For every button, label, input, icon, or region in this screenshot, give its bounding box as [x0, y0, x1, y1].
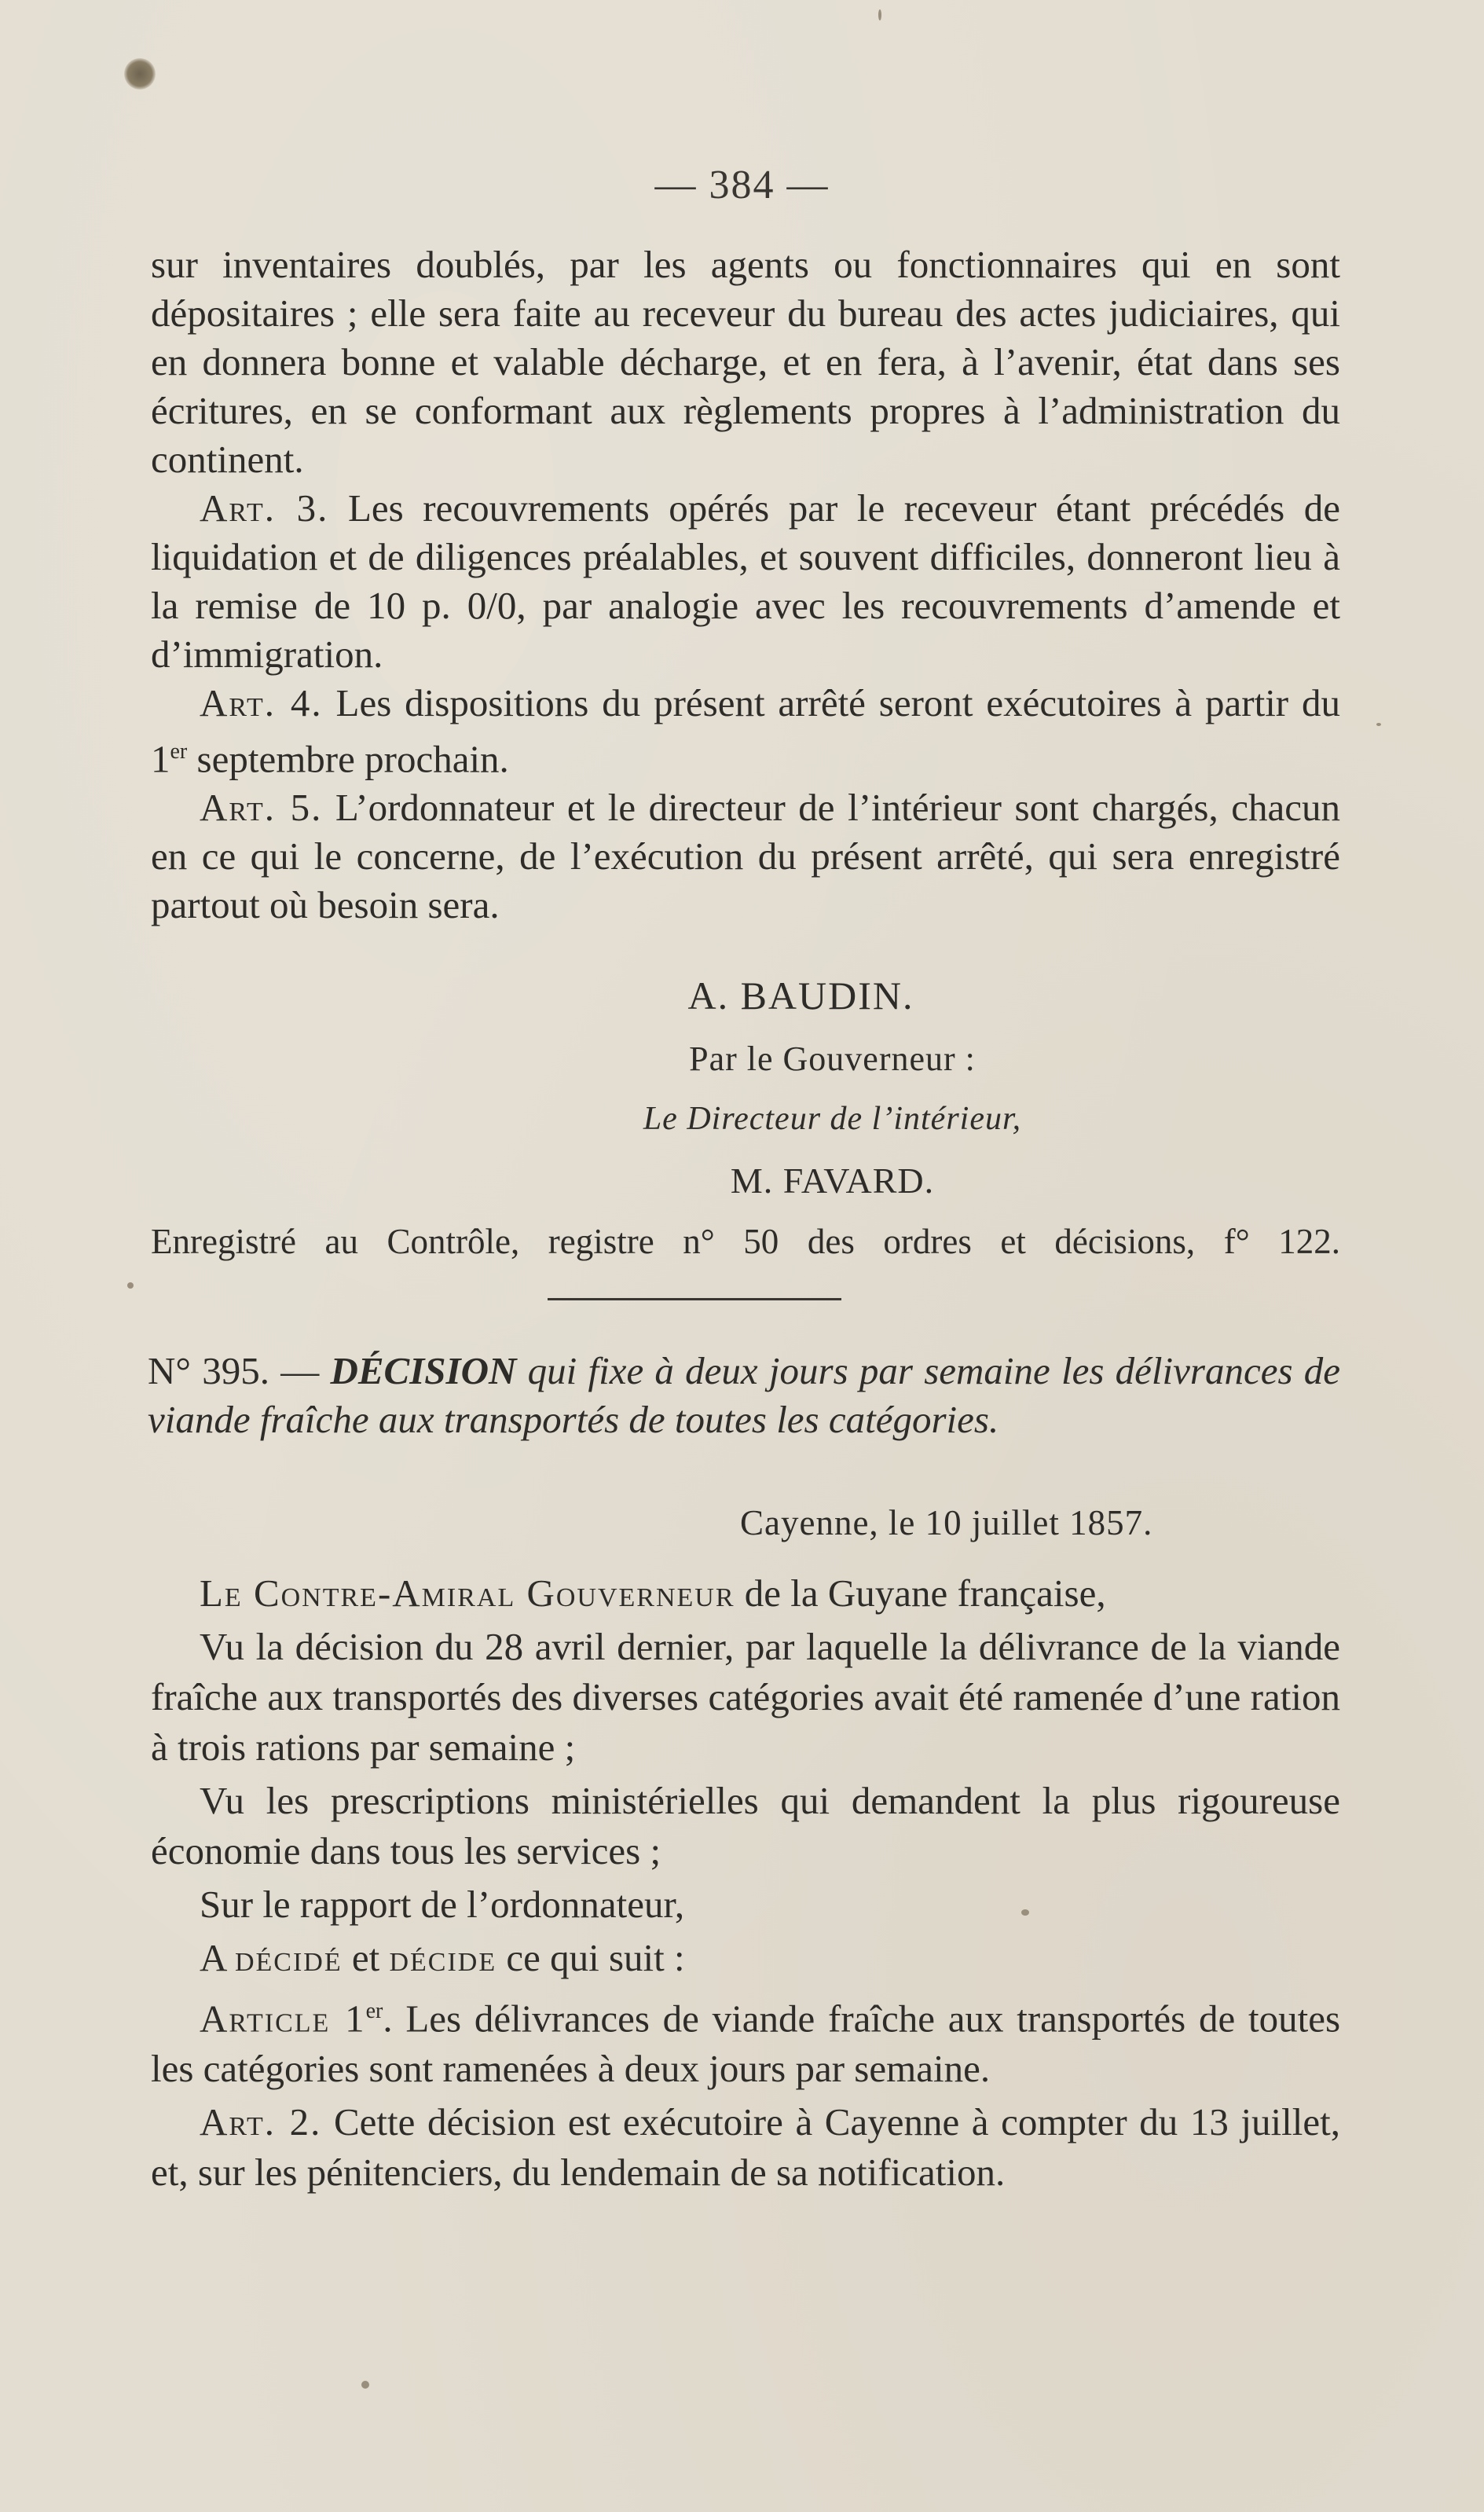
decides-smallcaps: décide — [389, 1936, 497, 1979]
signatory-title: Le Directeur de l’intérieur, — [643, 1101, 1022, 1137]
decision-body — [151, 1568, 1340, 2201]
superscript: er — [170, 739, 188, 764]
paper-speck — [1376, 723, 1381, 726]
section-divider — [548, 1298, 841, 1300]
article-text: Les dispositions du présent arrêté seront exécutoires à partir du 1 — [151, 681, 1340, 781]
superscript: er — [365, 1999, 383, 2023]
article-label: Art. 5. — [200, 786, 323, 830]
decision-heading — [148, 1347, 1340, 1444]
decision-subject: qui fixe à deux jours par semaine les délivrances de viande fraîche aux transportés de toutes les catégories. — [148, 1349, 1341, 1441]
decides-text: ce qui suit : — [496, 1936, 685, 1979]
signatory-name: A. BAUDIN. — [687, 974, 914, 1018]
decision-article-1 — [151, 1986, 1340, 2094]
article-text: . Les délivrances de viande fraîche aux transportés de toutes les catégories sont ramenées à deux jours par semaine. — [151, 1997, 1341, 2091]
article-label: Art. 3. — [200, 486, 329, 530]
article-label: Art. 4. — [200, 681, 323, 724]
decision-title: DÉCISION — [330, 1349, 517, 1392]
decision-article-2 — [151, 2097, 1340, 2198]
arrete-continuation — [151, 240, 1340, 930]
page-number: — 384 — — [654, 163, 830, 207]
paragraph-continuation: sur inventaires doublés, par les agents ou fonctionnaires qui en sont dépositaires ; elle sera faite au receveur du bureau des actes judiciaires, qui en donnera bonne et valable décharge, et en fera, à l’avenir, état dans ses écritures, en se conformant aux règlements propres à l’administration du continent. — [151, 243, 1340, 481]
decides-text: A — [200, 1936, 235, 1979]
article-3 — [151, 484, 1340, 679]
article-label: Article 1 — [200, 1997, 366, 2041]
ink-stain — [124, 58, 156, 90]
paper-speck — [878, 9, 881, 20]
article-5 — [151, 783, 1340, 930]
considerant-1: Vu la décision du 28 avril dernier, par laquelle la délivrance de la viande fraîche aux transportés des diverses catégories avait été ramenée d’une ration à trois rations par semaine ; — [151, 1625, 1340, 1769]
paper-speck — [361, 2381, 369, 2389]
considerant-2: Vu les prescriptions ministérielles qui demandent la plus rigoureuse économie dans tous les services ; — [151, 1779, 1340, 1872]
report-line: Sur le rapport de l’ordonnateur, — [200, 1883, 685, 1926]
decides-text: et — [342, 1936, 390, 1979]
decides-smallcaps: décidé — [234, 1936, 343, 1979]
signature-by-line: Par le Gouverneur : — [689, 1040, 976, 1078]
decision-number: N° 395. — — [148, 1349, 331, 1392]
decides-line — [151, 1933, 1340, 1983]
article-4 — [151, 679, 1340, 783]
article-text: L’ordonnateur et le directeur de l’intérieur sont chargés, chacun en ce qui le concerne, de l’exécution du présent arrêté, qui sera enregistré partout où besoin sera. — [151, 786, 1341, 927]
decision-intro — [151, 1568, 1340, 1619]
article-text: Cette décision est exécutoire à Cayenne à compter du 13 juillet, et, sur les pénitenciers, du lendemain de sa notification. — [151, 2100, 1340, 2195]
governor-label: Le Contre-Amiral Gouverneur — [200, 1571, 735, 1615]
article-text: septembre prochain. — [187, 737, 509, 781]
article-text: Les recouvrements opérés par le receveur étant précédés de liquidation et de diligences préalables, et souvent difficiles, donneront lieu à la remise de 10 p. 0/0, par analogie avec les recouvrements d’amende et d’immigration. — [151, 486, 1341, 676]
official-name: M. FAVARD. — [730, 1161, 935, 1201]
registration-note: Enregistré au Contrôle, registre n° 50 des ordres et décisions, f° 122. — [151, 1222, 1340, 1261]
article-label: Art. 2. — [200, 2100, 322, 2144]
paper-speck — [127, 1282, 134, 1289]
decision-date: Cayenne, le 10 juillet 1857. — [740, 1503, 1153, 1542]
intro-text: de la Guyane française, — [735, 1571, 1106, 1615]
